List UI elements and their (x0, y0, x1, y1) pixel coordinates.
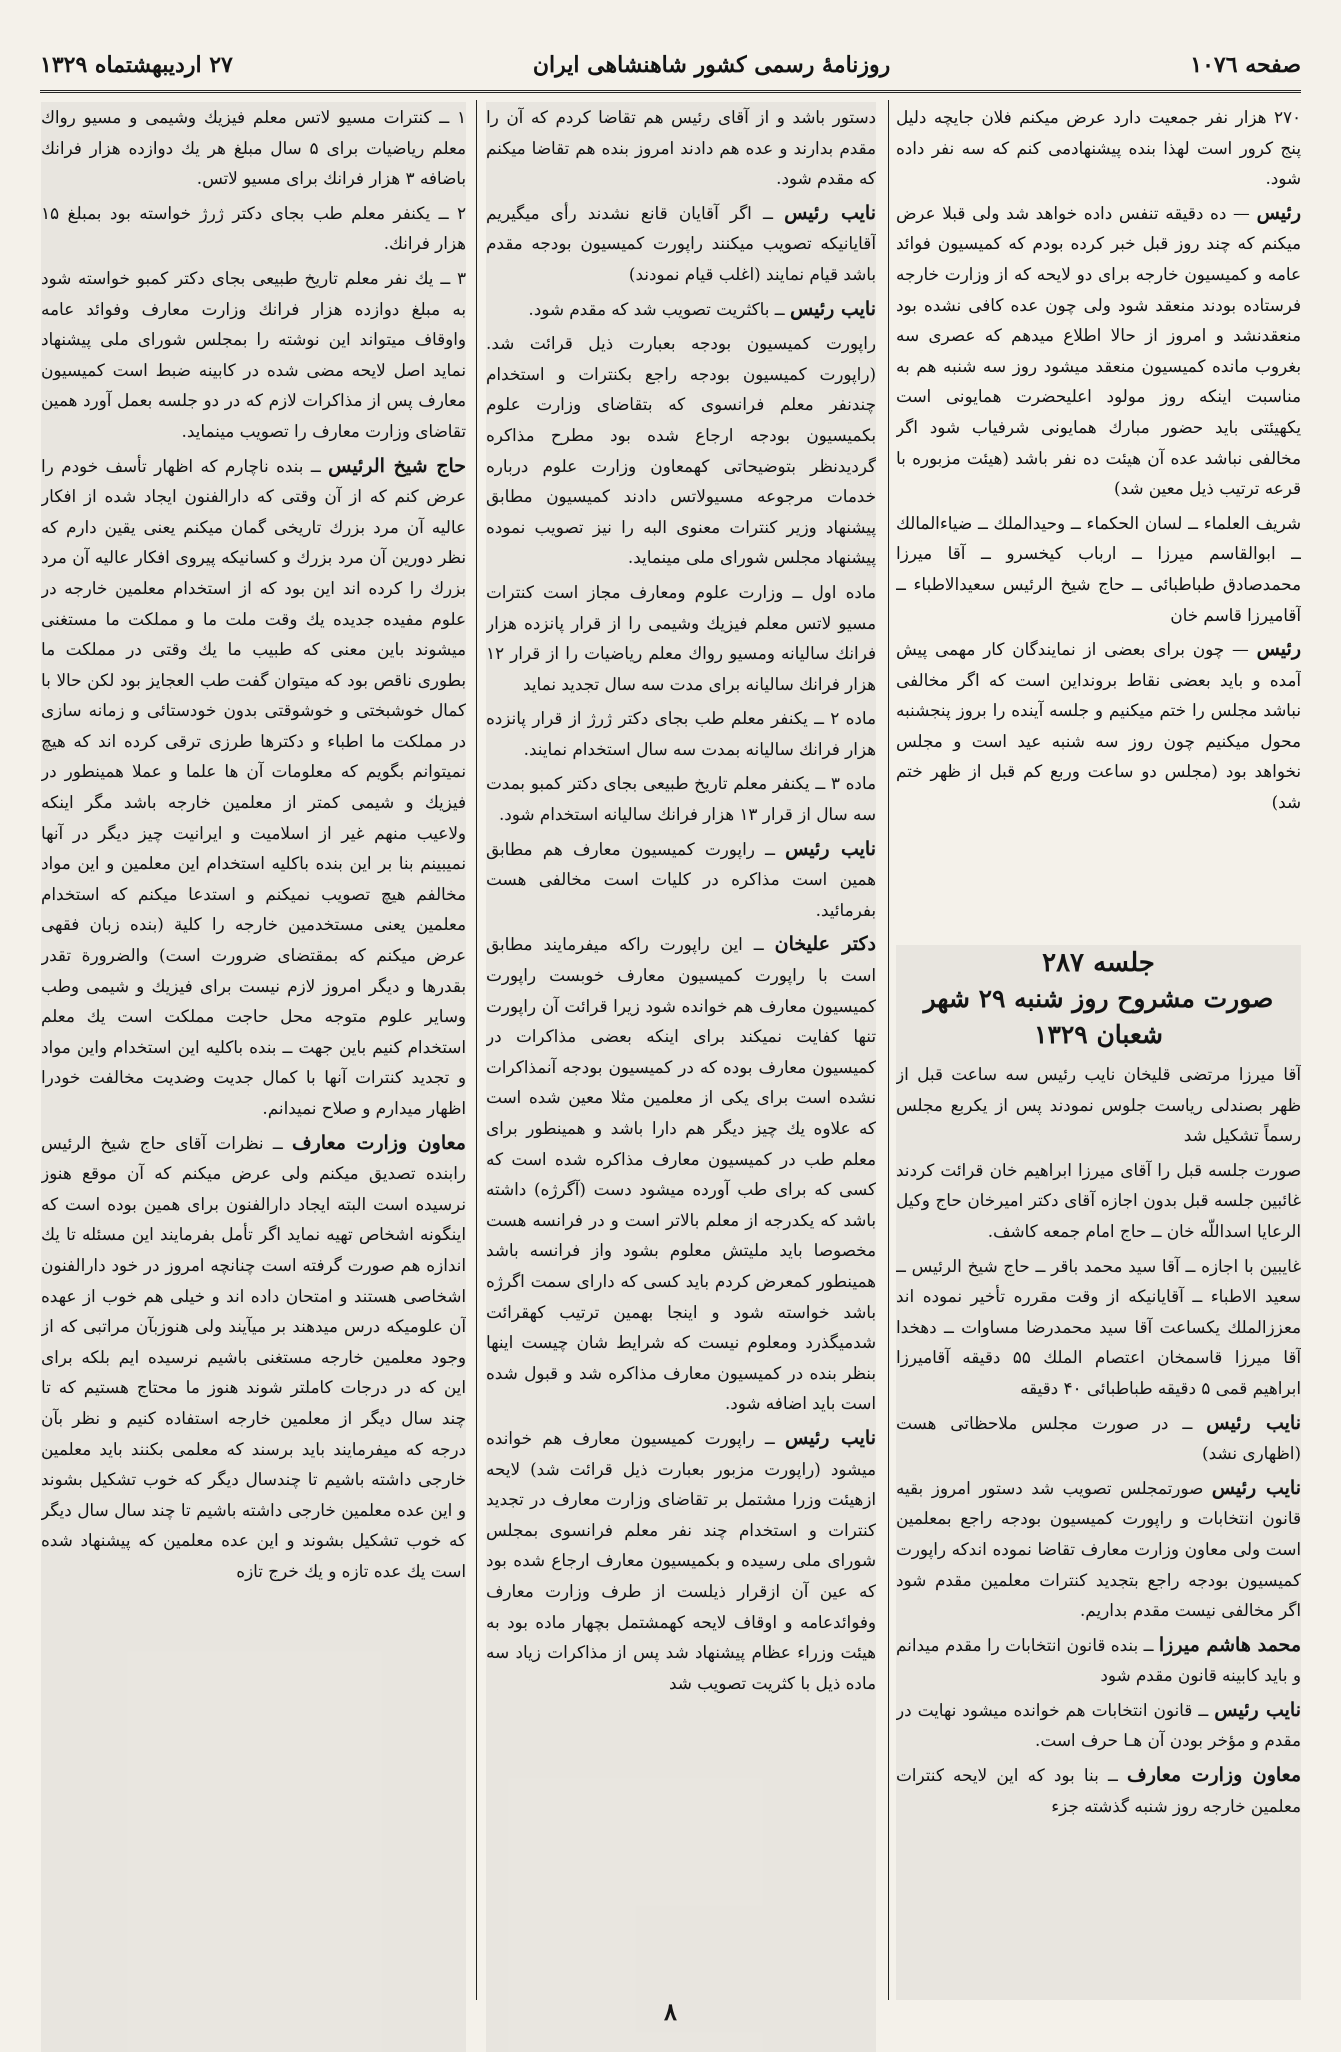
paragraph-text: ــ بنده ناچارم که اظهار تأسف خودم را عرض کنم که از آن وقتی که دارالفنون ایجاد شده از افکار عالیه آن مرد بزرك تاریخی گمان میکنم یعنی یقین دارم که نظر دورین آن مرد بزرك و کسانیکه پیروی افکار عالیه آن مرد بزرك را کرده اند این بود که از استخدام معلمین خارجه در علوم مفیده جدیده یك وقت ملت ما و مملکت ما مستغنی میشوند باین معنی که طبیب ما یك وقتی در مملکت ما بطوری ناقص بود که میتوان گفت طب العجایز بود لکن حالا با کمال خوشبختی و خوشوقتی بدون خودستائی و زمانه سازی در مملکت ما اطباء و دکترها طرزی ترقی کرده اند که هیچ نمیتوانم بگویم که معلومات آن ها علما و عملا همینطور در فیزیك و شیمی کمتر از معلمین خارجه باشد مگر اینکه ولاعیب منهم غیر از اسلامیت و ایرانیت چیز دیگر در آنها نمیبینم بنا بر این بنده باکلیه استخدام این معلمین و این مواد مخالفم هیچ تصویب نمیکنم و استدعا میکنم که استخدام معلمین یعنی مستخدمین خارجه را کلیة (بنده زبان فقهی عرض میکنم که بمقتضای ضرورت است) والضرورة تقدر بقدرها و دیگر امروز لازم نیست برای فیزیك و شیمی وطب وسایر علوم متوجه محل حاجت مملکت است یك معلم استخدام کنیم باین جهت ــ بنده باکلیه این استخدام واین مواد و تجدید کنترات آنها با کمال جدیت وضدیت مخالفت خودرا اظهار میدارم و صلاح نمیدانم. (41, 455, 466, 1118)
paragraph (896, 1760, 1301, 1821)
speaker-name: نایب رئیس (1211, 1476, 1301, 1499)
issue-date: ۲۷ اردیبهشتماه ۱۳۲۹ (40, 52, 233, 78)
paragraph (486, 1423, 876, 1698)
speaker-name: رئیس (1256, 201, 1301, 224)
paragraph (486, 198, 876, 290)
paragraph (486, 102, 876, 194)
paragraph-text: ــ باکثریت تصویب شد که مقدم شود. (528, 298, 785, 319)
column-divider (888, 100, 889, 2000)
session-body (896, 1059, 1301, 1821)
paragraph-text: ۱ ــ کنترات مسیو لاتس معلم فیزیك وشیمی و مسیو رواك معلم ریاضیات برای ۵ سال مبلغ هر یك دوازده هزار فرانك باضافه ۳ هزار فرانك برای مسیو لاتس. (41, 107, 466, 189)
paragraph (486, 834, 876, 926)
paragraph (41, 198, 466, 259)
paragraph-text: ــ اگر آقایان قانع نشدند رأی میگیریم آقایانیکه تصویب میکنند راپورت کمیسیون بودجه مقدم باشد قیام نمایند (اغلب قیام نمودند) (486, 202, 876, 284)
paragraph (896, 198, 1301, 504)
paragraph-text: راپورت کمیسیون بودجه بعبارت ذیل قرائت شد. (راپورت کمیسیون بودجه راجع بکنترات و استخدام چندنفر معلم فرانسوی که بتقاضای وزارت علوم بکمیسیون بودجه ارجاع شده بود مطرح مذاکره گردیدنظر بتوضیحاتی کهمعاون وزارت علوم درباره خدمات مرجوعه مسیولاتس دادند کمیسیون مطابق پیشنهاد وزیر کنترات معنوی البه را نیز تصویب نموده پیشنهاد مجلس شورای ملی مینماید. (486, 333, 876, 568)
column-divider (476, 100, 477, 2000)
paragraph-text: ــ در صورت مجلس ملاحظاتی هست (اظهاری نشد) (896, 1412, 1301, 1464)
paragraph (896, 102, 1301, 194)
paragraph-text: — ده دقیقه تنفس داده خواهد شد ولی قبلا عرض میکنم که چند روز قبل خبر کرده بودم که کمیسیون فوائد عامه و کمیسیون خارجه برای دو لایحه که از وزارت خارجه فرستاده بودند منعقد شود ولی چون عده کافی نشده بود منعقدنشد و امروز از حالا اطلاع میدهم که عصری سه بغروب مانده کمیسیون منعقد میشود روز سه شنبه هم به مناسبت اینکه روز مولود اعلیحضرت همایونی است یکهیئتی باید حضور مبارك همایونی شرفیاب شود اگر مخالفی نباشد عده آن هیئت ده نفر باشد (هیئت مزبوره با قرعه ترتیب ذیل معین شد) (896, 202, 1301, 499)
paragraph-text: شریف العلماء ــ لسان الحکماء ــ وحیدالملك ــ ضیاءالمالك ــ ابوالقاسم میرزا ــ ارباب کیخسرو ــ آقا میرزا محمدصادق طباطبائی ــ حاج شیخ الرئیس سعیدالاطباء ــ آقامیرزا قاسم خان (896, 512, 1301, 625)
speaker-name: رئیس (1256, 638, 1301, 661)
speaker-name: نایب رئیس (784, 201, 876, 224)
paragraph (486, 577, 876, 699)
paragraph (41, 1128, 466, 1587)
paragraph (896, 508, 1301, 630)
paragraph-text: غایبین با اجازه ــ آقا سید محمد باقر ــ حاج شیخ الرئیس ــ سعید الاطباء ــ آقایانیکه از وقت مقرره تأخیر نموده اند معززالملك یکساعت آقا سید محمدرضا مساوات ــ دهخدا آقا میرزا قاسمخان اعتصام الملك ۵۵ دقیقه آقامیرزا ابراهیم قمی ۵ دقیقه طباطبائی ۴۰ دقیقه (896, 1255, 1301, 1398)
paragraph-text: ــ بنا بود که این لایحه کنترات معلمین خارجه روز شنبه گذشته جزء (896, 1765, 1301, 1816)
paragraph (486, 929, 876, 1419)
paragraph-text: ۲ ــ یکنفر معلم طب بجای دکتر ژرژ خواسته بود بمبلغ ۱۵ هزار فرانك. (41, 202, 466, 254)
column-1-top (896, 102, 1301, 942)
column-3 (41, 102, 466, 2052)
speaker-name: نایب رئیس (785, 837, 876, 860)
paragraph-text: ماده اول ــ وزارت علوم ومعارف مجاز است کنترات مسیو لاتس معلم فیزیك وشیمی را از قرار پانزده هزار فرانك سالیانه ومسیو رواك معلم ریاضیات را از قرار ۱۲ هزار فرانك سالیانه برای مدت سه سال تجدید نماید (486, 581, 876, 694)
column-1-bottom (896, 945, 1301, 2000)
paragraph (896, 1408, 1301, 1469)
paragraph-text: ماده ۲ ــ یکنفر معلم طب بجای دکتر ژرژ از قرار پانزده هزار فرانك سالیانه بمدت سه سال استخدام نمایند. (486, 708, 876, 759)
paragraph (486, 703, 876, 764)
paragraph (486, 768, 876, 829)
paragraph-text: ــ این راپورت راکه میفرمایند مطابق است با راپورت کمیسیون معارف خوبست راپورت کمیسیون معارف هم خوانده شود زیرا قرائت آن راپورت تنها کفایت نمیکند برای اینکه بعضی مذاکرات در کمیسیون معارف بوده که در کمیسیون بودجه آنمذاکرات نشده است برای یکی از معلمین مثلا معین شده است که علاوه یك چیز دیگر هم دارا باشد و همینطور برای معلم طب در کمیسیون معارف مذاکره شده است که کسی که برای طب آورده میشود دست (آگرژه) داشته باشد که یکدرجه از معلم بالاتر است و در فرانسه هست مخصوصا باید ملیتش معلوم بشود واز فرانسه باشد همینطور کمعرض کردم باید کسی که دارای سمت اگرژه باشد خواسته شود و اینجا بهمین ترتیب کهقرائت شدمیگذرد ومعلوم نیست که شرایط شان چیست اینها بنظر بنده در کمیسیون معارف مذاکره شد و قبول شده است باید اضافه شود. (486, 934, 876, 1414)
session-number: جلسه ۲۸۷ (1042, 948, 1155, 978)
paragraph-text: ماده ۳ ــ یکنفر معلم تاریخ طبیعی بجای دکتر کمبو بمدت سه سال از قرار ۱۳ هزار فرانك سالیانه استخدام شود. (486, 773, 876, 825)
paragraph (41, 263, 466, 447)
column-2 (486, 102, 876, 2052)
session-title: صورت مشروح روز شنبه ۲۹ شهر شعبان ۱۳۲۹ (923, 984, 1274, 1049)
paragraph (486, 294, 876, 325)
speaker-name: محمد هاشم میرزا (1158, 1633, 1301, 1656)
paragraph (41, 102, 466, 194)
speaker-name: معاون وزارت معارف (291, 1131, 466, 1154)
speaker-name: دکتر علیخان (774, 933, 876, 956)
paragraph (896, 1473, 1301, 1626)
speaker-name: نایب رئیس (1214, 1698, 1301, 1721)
paragraph (896, 1155, 1301, 1247)
speaker-name: نایب رئیس (1206, 1411, 1301, 1434)
paragraph-text: ــ بنده قانون انتخابات را مقدم میدانم و باید کابینه قانون مقدم شود (896, 1634, 1301, 1686)
page-header (40, 40, 1301, 93)
newspaper-title: روزنامهٔ رسمی کشور شاهنشاهی ایران (532, 52, 891, 78)
paragraph (486, 328, 876, 573)
paragraph-text: ــ راپورت کمیسیون معارف هم مطابق همین است مذاکره در کلیات است مخالفی هست بفرمائید. (486, 838, 876, 920)
paragraph-text: صورت جلسه قبل را آقای میرزا ابراهیم خان قرائت کردند غائبین جلسه قبل بدون اجازه آقای دکتر امیرخان حاج وکیل الرعایا اسداللّه خان ــ حاج امام جمعه کاشف. (896, 1159, 1301, 1241)
paragraph-text: ــ نظرات آقای حاج شیخ الرئیس رابنده تصدیق میکنم ولی عرض میکنم که آن موقع هنوز نرسیده است البته ایجاد دارالفنون برای همین بوده است که اینگونه اشخاص تهیه نماید اگر تأمل بفرمایند این مسئله تا یك اندازه هم صورت گرفته است چنانچه امروز در خود دارالفنون اشخاصی هستند و امتحان داده اند و خیلی هم خوب از عهده آن علومیکه درس میدهند بر میآیند ولی هنوزبآن مراتبی که از وجود معلمین خارجه مستغنی باشیم نرسیده ایم بلکه برای این که در درجات کاملتر شوند هنوز ما محتاج هستیم که تا چند سال دیگر از معلمین خارجه استفاده کنیم و نظر بآن درجه که میفرمایند باید برسند که معلمی بکنند باید معلمین خارجی داشته باشیم تا چندسال دیگر که خوب تشکیل بشوند و این عده معلمین خارجی داشته باشیم تا چند سال سال دیگر که خوب تشکیل بشوند و این عده معلمین که پیشنهاد شده است یك عده تازه و یك خرج تازه (41, 1132, 466, 1581)
paragraph-text: آقا میرزا مرتضی قلیخان نایب رئیس سه ساعت قبل از ظهر بصندلی ریاست جلوس نمودند پس از یکربع مجلس رسماً تشکیل شد (896, 1064, 1301, 1146)
paragraph-text: ۳ ــ یك نفر معلم تاریخ طبیعی بجای دکتر کمبو خواسته شود به مبلغ دوازده هزار فرانك وزارت معارف وفوائد عامه واوقاف میتواند این نوشته را بمجلس شورای ملی پیشنهاد نماید اصل لایحه مضی شده در کابینه ضبط است کمیسیون معارف پس از مذاکرات لازم که در دو جلسه بعمل آورد همین تقاضای وزارت معارف را تصویب مینماید. (41, 267, 466, 441)
paragraph (896, 1251, 1301, 1404)
speaker-name: نایب رئیس (789, 297, 876, 320)
session-heading (896, 945, 1301, 1053)
paragraph-text: ۲۷۰ هزار نفر جمعیت دارد عرض میکنم فلان جایچه دلیل پنج کرور است لهذا بنده پیشنهادمی کنم که سه نفر داده شود. (896, 107, 1301, 189)
paragraph-text: — چون برای بعضی از نمایندگان کار مهمی پیش آمده و باید بعضی نقاط برونداین است که اگر مخالفی نباشد مجلس را ختم میکنیم و جلسه آینده را بروز پنجشنبه محول میکنیم چون روز سه شنبه عید است و مجلس نخواهد بود (مجلس دو ساعت وربع کم قبل از ظهر ختم شد) (896, 639, 1301, 813)
paragraph-text: صورتمجلس تصویب شد دستور امروز بقیه قانون انتخابات و راپورت کمیسیون بودجه راجع بمعلمین است ولی معاون وزارت معارف تقاضا نموده اندکه راپورت کمیسیون بودجه راجع بتجدید کنترات معلمین مقدم شود اگر مخالفی نیست مقدم بداریم. (896, 1477, 1301, 1621)
paragraph (41, 451, 466, 1124)
paragraph (896, 1695, 1301, 1756)
paragraph (896, 1630, 1301, 1691)
speaker-name: معاون وزارت معارف (1127, 1764, 1301, 1787)
paragraph (896, 1059, 1301, 1151)
paragraph (896, 634, 1301, 818)
paragraph-text: ــ قانون انتخابات هم خوانده میشود نهایت در مقدم و مؤخر بودن آن هـا حرف است. (896, 1699, 1301, 1751)
page-label: صفحه ۱۰۷٦ (1190, 52, 1301, 78)
page-number: ۸ (664, 1997, 677, 2026)
paragraph-text: ــ راپورت کمیسیون معارف هم خوانده میشود (راپورت مزبور بعبارت ذیل قرائت شد) لایحه ازهیئت وزرا مشتمل بر تقاضای وزارت معارف در تجدید کنترات و استخدام چند نفر معلم فرانسوی بمجلس شورای ملی رسیده و بکمیسیون معارف ارجاع شده بود که عین آن ازقرار ذیلست از طرف وزارت معارف وفوائدعامه و اوقاف لایحه کهمشتمل بچهار ماده بود به هیئت وزراء عظام پیشنهاد شد پس از مذاکرات زیاد سه ماده ذیل با کثریت تصویب شد (486, 1427, 876, 1693)
speaker-name: حاج شیخ الرئیس (328, 454, 466, 477)
speaker-name: نایب رئیس (784, 1426, 876, 1449)
paragraph-text: دستور باشد و از آقای رئیس هم تقاضا کردم که آن را مقدم بدارند و عده هم دادند امروز بنده هم تقاضا میکنم که مقدم شود. (486, 107, 876, 189)
